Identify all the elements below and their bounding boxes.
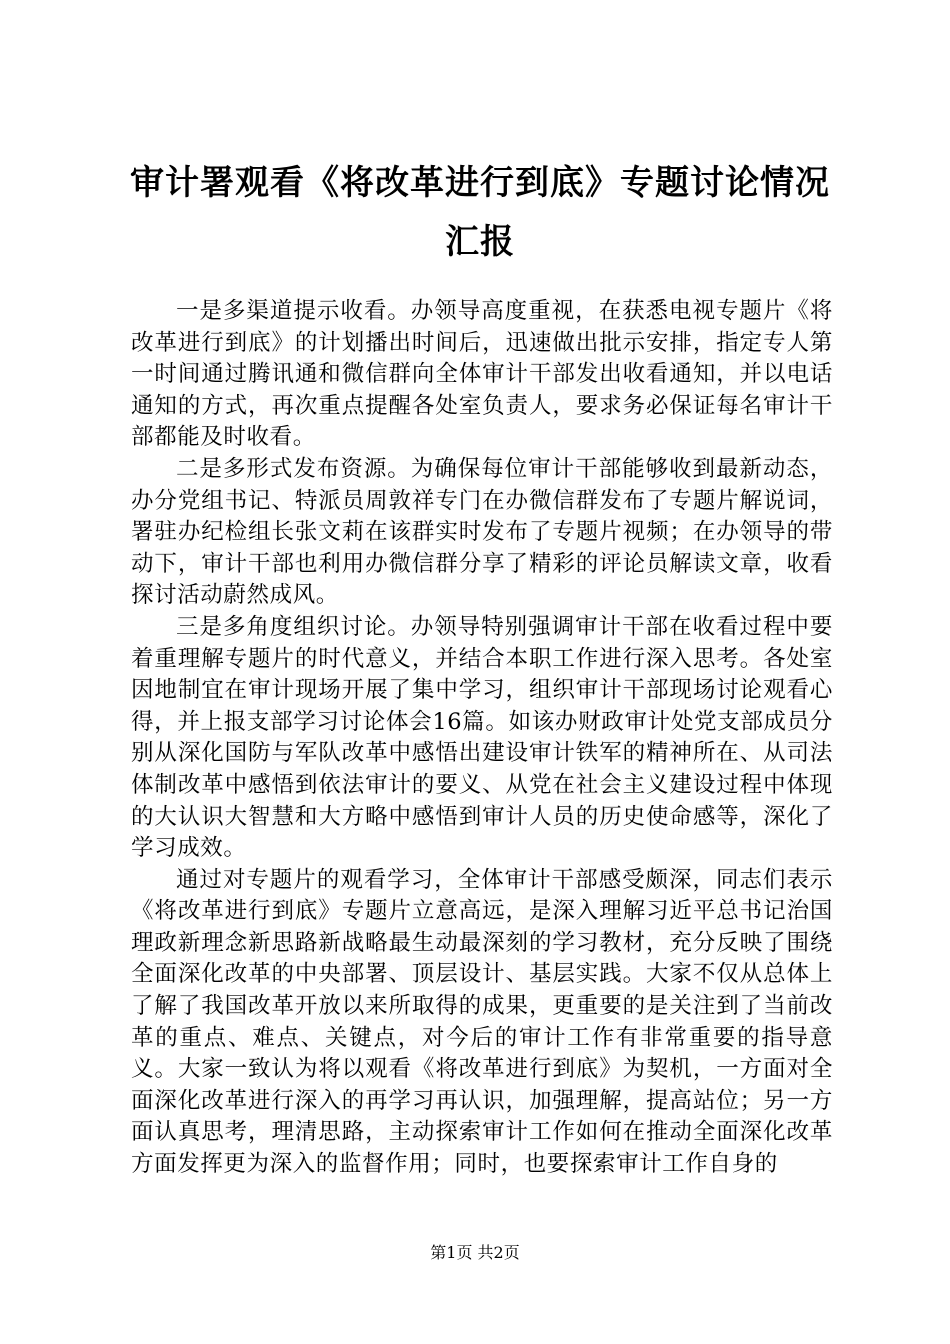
paragraph-3: 三是多角度组织讨论。办领导特别强调审计干部在收看过程中要着重理解专题片的时代意义，并结合本职工作进行深入思考。各处室因地制宜在审计现场开展了集中学习，组织审计干部现场讨论观看心得，并上报支部学习讨论体会16篇。如该办财政审计处党支部成员分别从深化国防与军队改革中感悟出建设审计铁军的精神所在、从司法体制改革中感悟到依法审计的要义、从党在社会主义建设过程中体现的大认识大智慧和大方略中感悟到审计人员的历史使命感等，深化了学习成效。 xyxy=(131,613,833,862)
paragraph-4: 通过对专题片的观看学习，全体审计干部感受颇深，同志们表示《将改革进行到底》专题片立意高远，是深入理解习近平总书记治国理政新理念新思路新战略最生动最深刻的学习教材，充分反映了围绕全面深化改革的中央部署、顶层设计、基层实践。大家不仅从总体上了解了我国改革开放以来所取得的成果，更重要的是关注到了当前改革的重点、难点、关键点，对今后的审计工作有非常重要的指导意义。大家一致认为将以观看《将改革进行到底》为契机，一方面对全面深化改革进行深入的再学习再认识，加强理解，提高站位；另一方面认真思考，理清思路，主动探索审计工作如何在推动全面深化改革方面发挥更为深入的监督作用；同时，也要探索审计工作自身的 xyxy=(131,866,833,1178)
paragraph-2: 二是多形式发布资源。为确保每位审计干部能够收到最新动态，办分党组书记、特派员周敦祥专门在办微信群发布了专题片解说词，署驻办纪检组长张文莉在该群实时发布了专题片视频；在办领导的带动下，审计干部也利用办微信群分享了精彩的评论员解读文章，收看探讨活动蔚然成风。 xyxy=(131,455,833,609)
paragraph-1: 一是多渠道提示收看。办领导高度重视，在获悉电视专题片《将改革进行到底》的计划播出时间后，迅速做出批示安排，指定专人第一时间通过腾讯通和微信群向全体审计干部发出收看通知，并以电话通知的方式，再次重点提醒各处室负责人，要求务必保证每名审计干部都能及时收看。 xyxy=(131,298,833,451)
document-title-line-2: 汇报 xyxy=(445,222,515,262)
document-body xyxy=(131,296,833,1181)
document-title-line-1: 审计署观看《将改革进行到底》专题讨论情况 xyxy=(130,163,830,203)
page-number-footer: 第1页 共2页 xyxy=(430,1243,520,1262)
